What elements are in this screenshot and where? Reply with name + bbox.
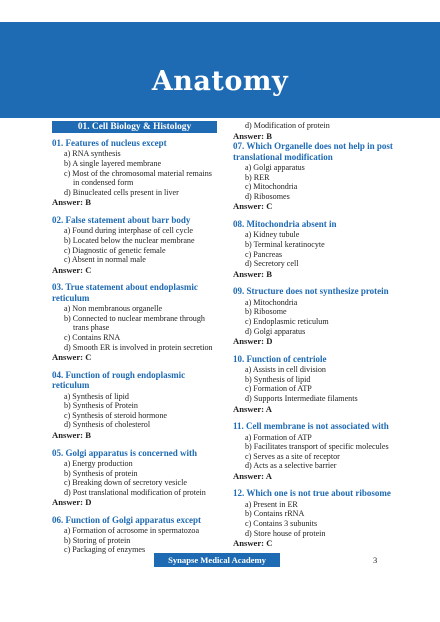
question-title: 02. False statement about barr body	[52, 214, 191, 225]
answer-line	[233, 337, 413, 347]
option-item: d) Golgi apparatus	[245, 326, 306, 336]
option-list	[52, 459, 217, 497]
answer-line	[52, 498, 217, 508]
question-block	[52, 448, 217, 508]
page-number: 3	[373, 555, 378, 565]
answer-value: D	[266, 336, 273, 347]
option-item: c) Packaging of enzymes	[64, 545, 146, 555]
right-column	[233, 121, 413, 556]
answer-line	[233, 405, 413, 415]
option-item: b) Terminal keratinocyte	[245, 239, 325, 249]
option-list	[233, 230, 413, 268]
answer-value: B	[266, 130, 272, 141]
footer-academy-name: Synapse Medical Academy	[154, 553, 280, 567]
answer-label: Answer:	[52, 352, 84, 363]
option-item: d) Store house of protein	[245, 528, 326, 538]
option-item: d) Supports Intermediate filaments	[245, 393, 358, 403]
question-title: 01. Features of nucleus except	[52, 138, 167, 148]
option-item: b) Ribosome	[245, 307, 287, 317]
answer-label: Answer:	[233, 403, 265, 414]
option-item: c) Diagnostic of genetic female	[64, 245, 166, 255]
answer-label: Answer:	[233, 268, 265, 279]
answer-value: B	[85, 197, 91, 208]
option-item: b) Contains rRNA	[245, 509, 305, 519]
option-item: a) Formation of acrosome in spermatozoa	[64, 526, 200, 536]
option-item: c) Contains 3 subunits	[245, 519, 318, 529]
question-block	[52, 138, 217, 208]
option-list	[233, 365, 413, 403]
option-list	[233, 163, 413, 201]
option-item: b) Connected to nuclear membrane through trans phase	[64, 313, 205, 333]
option-item: a) Formation of ATP	[245, 432, 312, 442]
option-item: d) Binucleated cells present in liver	[64, 187, 179, 197]
carry-over-answer	[233, 132, 413, 142]
question-block	[233, 421, 413, 481]
question-title: 05. Golgi apparatus is concerned with	[52, 447, 198, 458]
answer-line	[233, 472, 413, 482]
answer-label: Answer:	[233, 538, 265, 549]
question-block	[52, 215, 217, 275]
option-item: c) Formation of ATP	[245, 384, 312, 394]
answer-line	[52, 198, 217, 208]
option-item: a) Mitochondria	[245, 297, 298, 307]
question-title: 09. Structure does not synthesize protein	[233, 286, 389, 297]
page-title: Anatomy	[151, 66, 289, 97]
answer-line	[233, 202, 413, 212]
option-item: a) Present in ER	[245, 499, 298, 509]
option-item: b) Storing of protein	[64, 535, 131, 545]
question-block	[233, 219, 413, 279]
answer-value: C	[266, 201, 273, 212]
option-item: b) A single layered membrane	[64, 159, 162, 168]
question-title: 12. Which one is not true about ribosome	[233, 488, 391, 499]
question-block	[52, 515, 217, 555]
answer-value: A	[265, 470, 272, 481]
answer-value: C	[85, 352, 92, 363]
option-item: d) Smooth ER is involved in protein secretion	[64, 342, 213, 352]
option-item: a) Found during interphase of cell cycle	[64, 226, 194, 236]
option-list	[233, 500, 413, 538]
option-list	[233, 298, 413, 336]
option-item: c) Mitochondria	[245, 182, 298, 192]
answer-line	[52, 353, 217, 363]
option-list	[52, 226, 217, 264]
option-item: a) Golgi apparatus	[245, 163, 305, 172]
option-item: c) Endoplasmic reticulum	[245, 316, 329, 326]
answer-label: Answer:	[233, 470, 265, 481]
option-list	[233, 433, 413, 471]
question-title: 03. True statement about endoplasmic reticulum	[52, 282, 198, 303]
option-item: c) Pancreas	[245, 249, 283, 259]
answer-value: B	[266, 268, 272, 279]
option-list	[52, 149, 217, 197]
answer-value: C	[266, 538, 273, 549]
answer-label: Answer:	[52, 264, 84, 275]
option-item: b) RER	[245, 172, 270, 182]
question-title: 08. Mitochondria absent in	[233, 218, 337, 229]
answer-label: Answer:	[52, 497, 84, 508]
answer-line	[52, 266, 217, 276]
answer-value: D	[85, 497, 92, 508]
question-block	[233, 354, 413, 414]
question-block	[233, 488, 413, 548]
option-item: b) Located below the nuclear membrane	[64, 235, 195, 245]
option-item: a) Kidney tubule	[245, 230, 300, 240]
answer-value: C	[85, 264, 92, 275]
answer-line	[233, 539, 413, 549]
option-item: a) Energy production	[64, 458, 133, 468]
left-column	[52, 121, 217, 562]
option-item: d) Ribosomes	[245, 191, 290, 201]
answer-label: Answer:	[233, 130, 265, 141]
option-item: a) RNA synthesis	[64, 149, 121, 159]
option-list	[52, 392, 217, 430]
question-title: 07. Which Organelle does not help in post translational modification	[233, 141, 393, 162]
option-item: a) Synthesis of lipid	[64, 391, 129, 401]
option-item: c) Contains RNA	[64, 332, 121, 342]
option-item: c) Synthesis of steroid hormone	[64, 410, 167, 420]
question-block	[52, 370, 217, 441]
carry-over-option: d) Modification of protein	[245, 121, 330, 130]
section-heading: 01. Cell Biology & Histology	[52, 121, 217, 133]
option-item: b) Synthesis of Protein	[64, 401, 138, 411]
question-title: 11. Cell membrane is not associated with	[233, 421, 389, 432]
question-block	[52, 282, 217, 362]
option-item: c) Serves as a site of receptor	[245, 451, 340, 461]
option-item: b) Synthesis of protein	[64, 468, 138, 478]
carry-over-options	[233, 121, 413, 131]
option-item: d) Acts as a selective barrier	[245, 461, 337, 471]
option-item: c) Most of the chromosomal material remains in condensed form	[64, 168, 212, 188]
option-item: c) Absent in normal male	[64, 255, 146, 265]
question-title: 04. Function of rough endoplasmic reticulum	[52, 369, 186, 391]
option-item: d) Post translational modification of protein	[64, 487, 206, 497]
answer-label: Answer:	[52, 429, 84, 440]
question-block	[233, 141, 413, 212]
left-question-list	[52, 138, 217, 555]
answer-label: Answer:	[233, 201, 265, 212]
title-banner	[0, 22, 440, 118]
question-block	[233, 286, 413, 346]
option-item: a) Non membranous organelle	[64, 304, 163, 314]
answer-line	[52, 431, 217, 441]
option-item: b) Facilitates transport of specific molecules	[245, 442, 389, 452]
option-list	[52, 304, 217, 352]
right-question-list	[233, 141, 413, 549]
question-title: 10. Function of centriole	[233, 353, 327, 364]
answer-line	[233, 270, 413, 280]
answer-label: Answer:	[52, 197, 84, 208]
option-item: b) Synthesis of lipid	[245, 374, 311, 384]
option-item: d) Secretory cell	[245, 259, 299, 269]
question-title: 06. Function of Golgi apparatus except	[52, 514, 202, 525]
answer-label: Answer:	[233, 336, 265, 347]
answer-value: B	[85, 429, 91, 440]
option-item: d) Synthesis of cholesterol	[64, 420, 151, 430]
option-list	[52, 526, 217, 555]
option-item: c) Breaking down of secretory vesicle	[64, 478, 187, 488]
answer-value: A	[265, 403, 272, 414]
option-item: a) Assists in cell division	[245, 365, 326, 375]
